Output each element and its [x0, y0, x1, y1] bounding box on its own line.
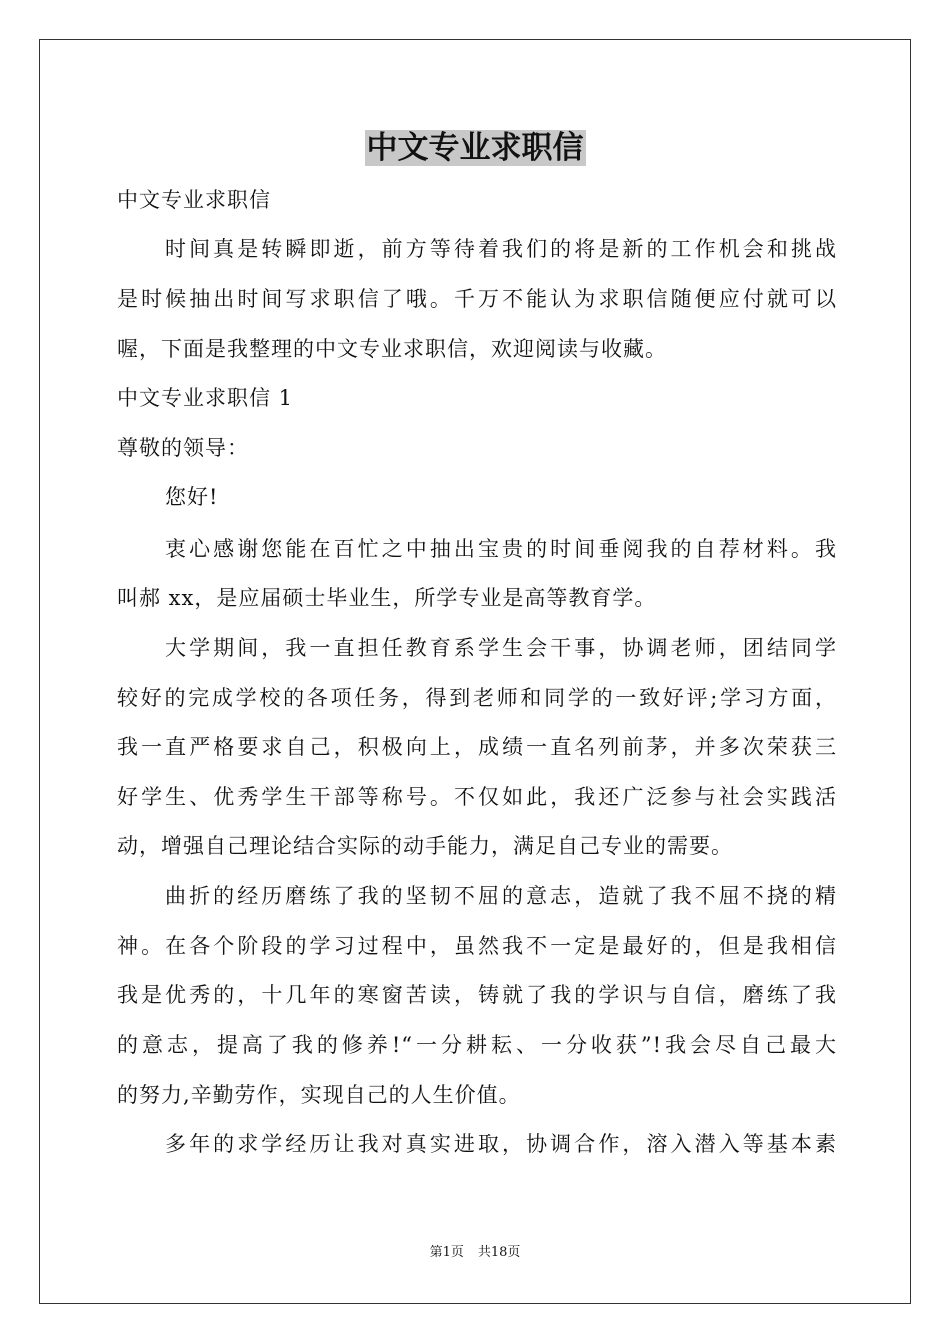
page-total: 共18页 [477, 1245, 521, 1260]
salutation: 尊敬的领导： [117, 436, 249, 460]
document-title [0, 126, 950, 170]
body-line: 时间真是转瞬即逝，前方等待着我们的将是新的工作机会和挑战 [165, 237, 837, 261]
body-line: 是时候抽出时间写求职信了哦。千万不能认为求职信随便应付就可以 [117, 287, 837, 311]
body-line: 神。在各个阶段的学习过程中，虽然我不一定是最好的，但是我相信 [117, 934, 837, 958]
body-line: 喔，下面是我整理的中文专业求职信，欢迎阅读与收藏。 [117, 337, 667, 361]
body-line: 好学生、优秀学生干部等称号。不仅如此，我还广泛参与社会实践活 [117, 785, 837, 809]
page-border [39, 39, 911, 1304]
body-line: 衷心感谢您能在百忙之中抽出宝贵的时间垂阅我的自荐材料。我 [165, 537, 837, 561]
body-line: 较好的完成学校的各项任务，得到老师和同学的一致好评;学习方面， [117, 686, 837, 710]
body-line: 大学期间，我一直担任教育系学生会干事，协调老师，团结同学 [165, 636, 837, 660]
page-number: 第1页 [429, 1245, 464, 1260]
body-line: 叫郝 xx，是应届硕士毕业生，所学专业是高等教育学。 [117, 586, 657, 610]
body-line: 我是优秀的，十几年的寒窗苦读，铸就了我的学识与自信，磨练了我 [117, 983, 837, 1007]
body-line: 我一直严格要求自己，积极向上，成绩一直名列前茅，并多次荣获三 [117, 735, 837, 759]
body-line: 曲折的经历磨练了我的坚韧不屈的意志，造就了我不屈不挠的精 [165, 884, 837, 908]
body-line: 多年的求学经历让我对真实进取，协调合作，溶入潜入等基本素 [165, 1132, 837, 1156]
section-heading: 中文专业求职信 1 [117, 386, 294, 410]
body-line: 的努力,辛勤劳作，实现自己的人生价值。 [117, 1083, 521, 1107]
body-line: 中文专业求职信 [117, 188, 271, 212]
body-line: 动，增强自己理论结合实际的动手能力，满足自己专业的需要。 [117, 834, 733, 858]
greeting: 您好! [165, 485, 219, 509]
document-title-text: 中文专业求职信 [366, 130, 584, 166]
body-line: 的意志，提高了我的修养!“一分耕耘、一分收获”!我会尽自己最大 [117, 1033, 837, 1057]
page-footer [0, 1244, 950, 1262]
